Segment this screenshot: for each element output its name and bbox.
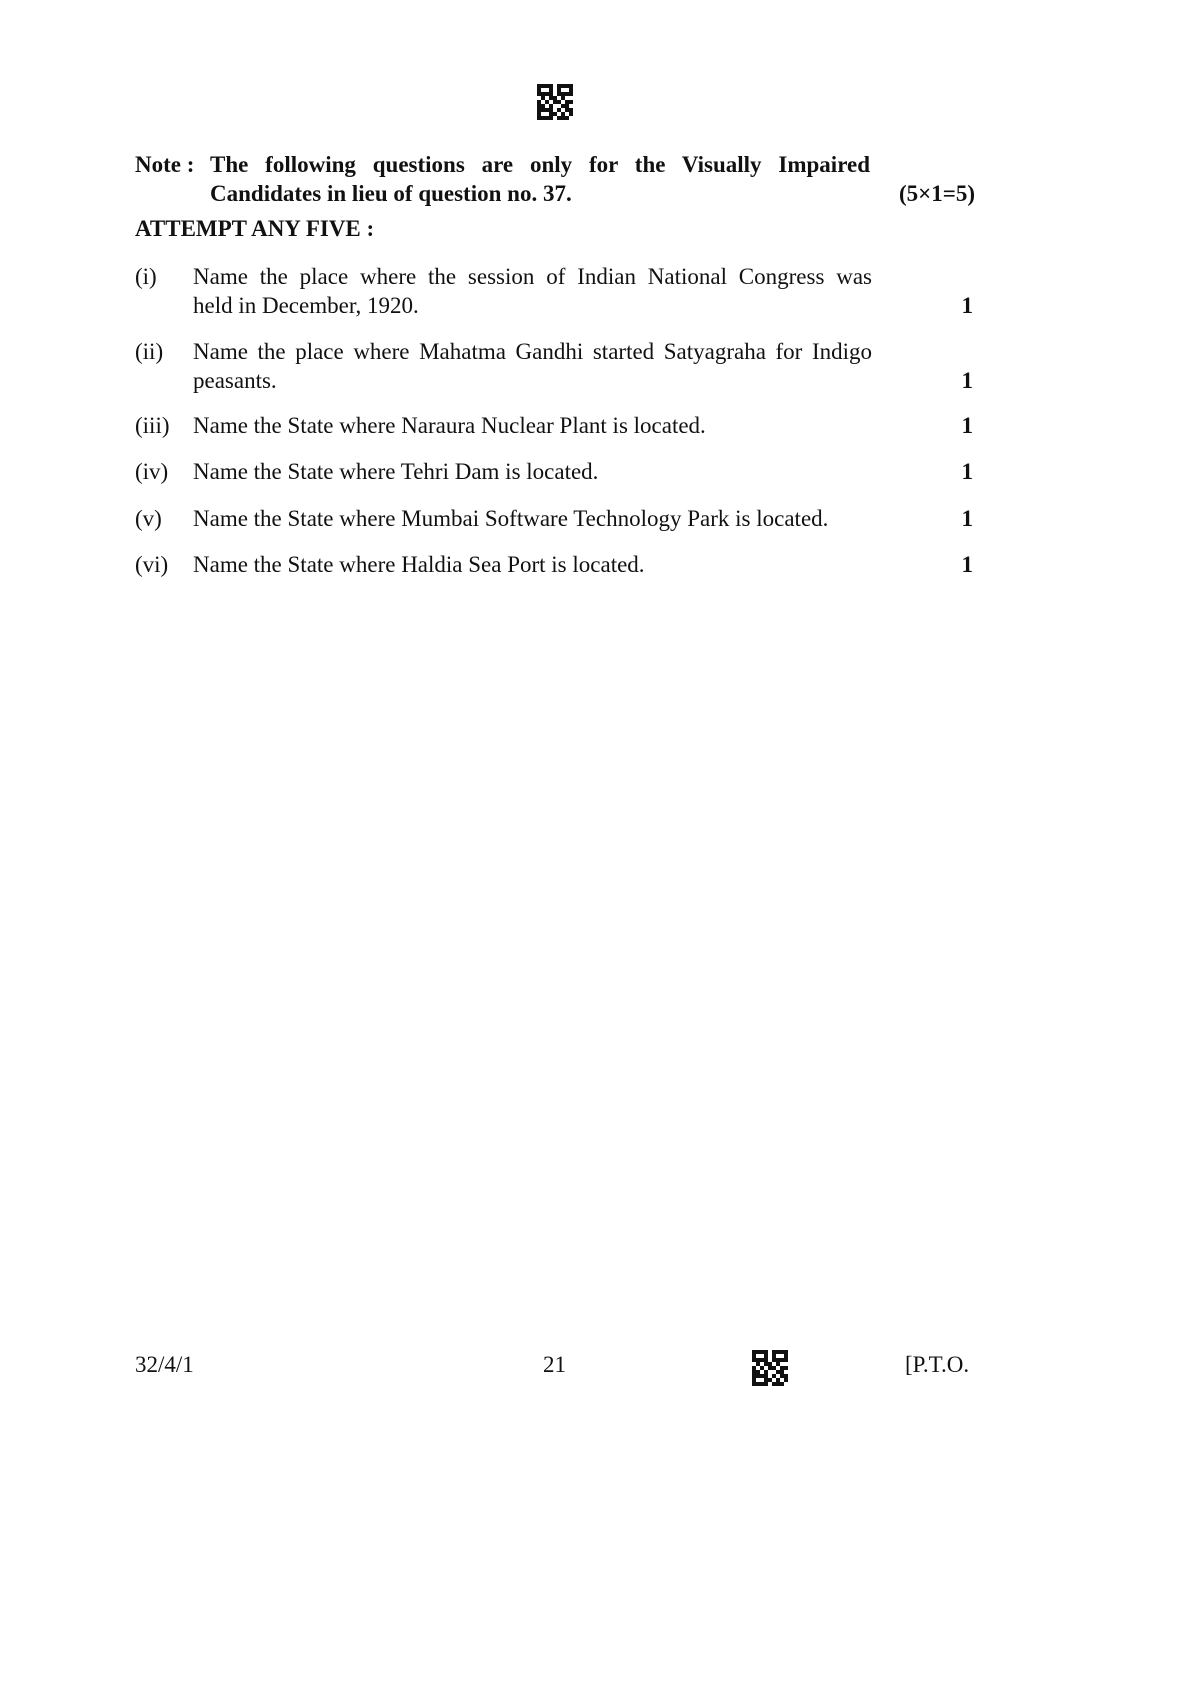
question-number: (i) bbox=[135, 264, 157, 289]
question-text bbox=[193, 550, 872, 579]
note-line-1: The following questions are only for the Visually Impaired bbox=[210, 152, 870, 177]
question-marks: 1 bbox=[961, 293, 973, 318]
question-line-2: held in December, 1920. bbox=[193, 293, 419, 318]
question-line-1: Name the State where Tehri Dam is located. bbox=[193, 459, 599, 484]
pto-label: [P.T.O. bbox=[905, 1352, 970, 1377]
question-line-1: Name the State where Naraura Nuclear Plant is located. bbox=[193, 413, 706, 438]
question-text bbox=[193, 337, 872, 395]
question-number: (iv) bbox=[135, 459, 169, 484]
question-marks: 1 bbox=[961, 552, 973, 577]
question-number: (ii) bbox=[135, 339, 164, 364]
instruction-heading: ATTEMPT ANY FIVE : bbox=[135, 216, 375, 241]
question-line-1: Name the State where Haldia Sea Port is located. bbox=[193, 552, 645, 577]
question-text bbox=[193, 457, 872, 486]
qr-code-icon bbox=[752, 1350, 788, 1386]
question-marks: 1 bbox=[961, 506, 973, 531]
question-marks: 1 bbox=[961, 413, 973, 438]
question-text bbox=[193, 504, 872, 533]
question-line-1: Name the place where the session of Indian National Congress was bbox=[193, 264, 872, 289]
question-line-1: Name the State where Mumbai Software Technology Park is located. bbox=[193, 506, 829, 531]
page-number: 21 bbox=[543, 1352, 566, 1377]
note-text bbox=[210, 150, 870, 208]
question-number: (iii) bbox=[135, 413, 170, 438]
question-number: (vi) bbox=[135, 552, 169, 577]
question-marks: 1 bbox=[961, 459, 973, 484]
question-text bbox=[193, 262, 872, 320]
note-line-2: Candidates in lieu of question no. 37. bbox=[210, 181, 572, 206]
question-line-2: peasants. bbox=[193, 368, 277, 393]
question-number: (v) bbox=[135, 506, 162, 531]
paper-code: 32/4/1 bbox=[135, 1352, 194, 1377]
question-line-1: Name the place where Mahatma Gandhi started Satyagraha for Indigo bbox=[193, 339, 872, 364]
question-text bbox=[193, 411, 872, 440]
qr-code-icon bbox=[537, 84, 573, 120]
marks-total: (5×1=5) bbox=[898, 181, 975, 206]
question-marks: 1 bbox=[961, 368, 973, 393]
note-label: Note : bbox=[135, 152, 195, 177]
